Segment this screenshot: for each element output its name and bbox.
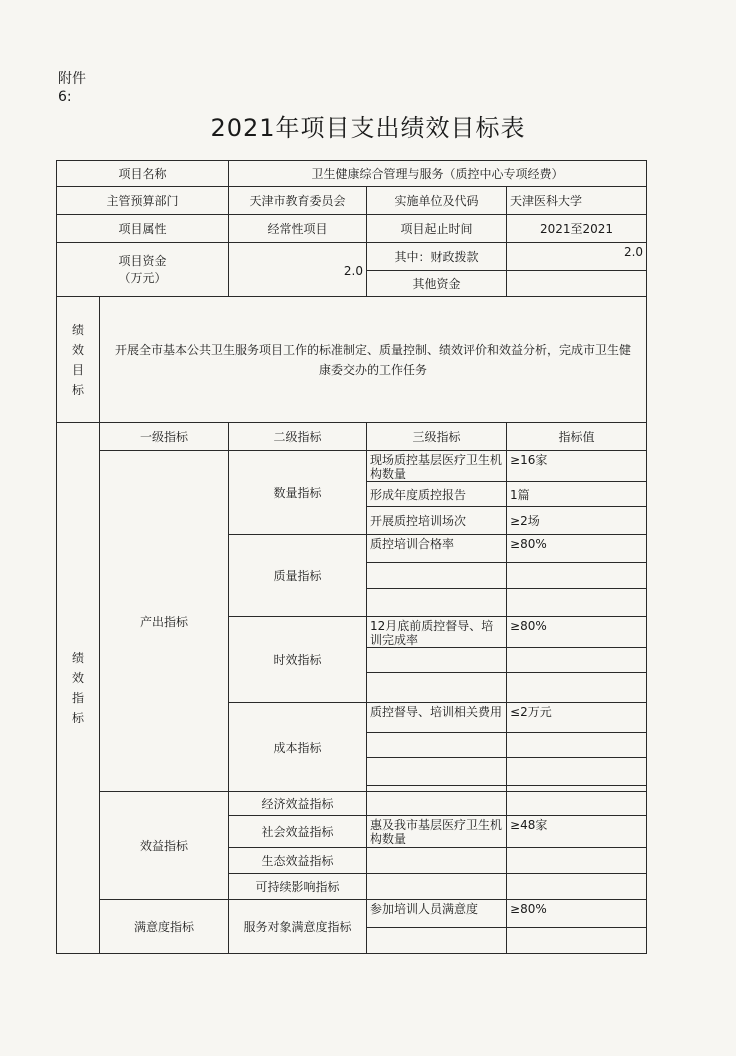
level2-social: 社会效益指标 (229, 816, 367, 848)
empty-cell (507, 792, 647, 816)
indicator-value: 1篇 (507, 482, 647, 507)
empty-cell (507, 673, 647, 703)
empty-cell (367, 758, 507, 786)
value-period: 2021至2021 (507, 215, 647, 243)
indicator-name: 参加培训人员满意度 (367, 900, 507, 928)
empty-cell (507, 589, 647, 617)
empty-cell (367, 928, 507, 954)
empty-cell (367, 733, 507, 758)
level2-economic: 经济效益指标 (229, 792, 367, 816)
empty-cell (367, 589, 507, 617)
value-dept: 天津市教育委员会 (229, 187, 367, 215)
empty-cell (507, 874, 647, 900)
level2-timeliness: 时效指标 (229, 617, 367, 703)
empty-cell (367, 848, 507, 874)
empty-cell (507, 563, 647, 589)
value-attr: 经常性项目 (229, 215, 367, 243)
indicator-name: 惠及我市基层医疗卫生机构数量 (367, 816, 507, 848)
indicator-name: 质控培训合格率 (367, 535, 507, 563)
level2-cost: 成本指标 (229, 703, 367, 792)
value-funds: 2.0 (229, 243, 367, 297)
indicator-value: ≤2万元 (507, 703, 647, 733)
label-indicators: 绩 效 指 标 (57, 423, 100, 954)
label-funds: 项目资金 （万元） (57, 243, 229, 297)
label-other-funds: 其他资金 (367, 271, 507, 297)
indicator-name: 12月底前质控督导、培训完成率 (367, 617, 507, 648)
level1-output: 产出指标 (100, 451, 229, 792)
level2-service: 服务对象满意度指标 (229, 900, 367, 954)
empty-cell (507, 928, 647, 954)
value-fiscal: 2.0 (507, 243, 647, 271)
label-attr: 项目属性 (57, 215, 229, 243)
value-project-name: 卫生健康综合管理与服务（质控中心专项经费） (229, 161, 647, 187)
empty-cell (367, 874, 507, 900)
performance-table (56, 160, 647, 954)
level2-quality: 质量指标 (229, 535, 367, 617)
level2-ecological: 生态效益指标 (229, 848, 367, 874)
label-goal: 绩 效 目 标 (57, 297, 100, 423)
indicator-name: 质控督导、培训相关费用 (367, 703, 507, 733)
level1-benefit: 效益指标 (100, 792, 229, 900)
indicator-name: 开展质控培训场次 (367, 507, 507, 535)
indicator-value: ≥16家 (507, 451, 647, 482)
label-period: 项目起止时间 (367, 215, 507, 243)
header-level2: 二级指标 (229, 423, 367, 451)
value-goal: 开展全市基本公共卫生服务项目工作的标准制定、质量控制、绩效评价和效益分析，完成市卫生健康委交办的工作任务 (100, 297, 647, 423)
indicator-value: ≥80% (507, 900, 647, 928)
label-dept: 主管预算部门 (57, 187, 229, 215)
indicator-value: ≥48家 (507, 816, 647, 848)
value-impl-unit: 天津医科大学 (507, 187, 647, 215)
indicator-name: 现场质控基层医疗卫生机构数量 (367, 451, 507, 482)
value-other-funds (507, 271, 647, 297)
indicator-value: ≥80% (507, 617, 647, 648)
empty-cell (507, 758, 647, 786)
empty-cell (367, 563, 507, 589)
empty-cell (367, 673, 507, 703)
empty-cell (507, 733, 647, 758)
indicator-value: ≥80% (507, 535, 647, 563)
label-project-name: 项目名称 (57, 161, 229, 187)
empty-cell (367, 792, 507, 816)
header-value: 指标值 (507, 423, 647, 451)
level2-sustainable: 可持续影响指标 (229, 874, 367, 900)
empty-cell (507, 648, 647, 673)
document-title: 2021年项目支出绩效目标表 (210, 114, 526, 142)
label-impl-unit: 实施单位及代码 (367, 187, 507, 215)
indicator-value: ≥2场 (507, 507, 647, 535)
header-level3: 三级指标 (367, 423, 507, 451)
level2-quantity: 数量指标 (229, 451, 367, 535)
empty-cell (507, 848, 647, 874)
attachment-label: 附件6: (58, 71, 86, 105)
level1-satisfaction: 满意度指标 (100, 900, 229, 954)
header-level1: 一级指标 (100, 423, 229, 451)
empty-cell (367, 648, 507, 673)
indicator-name: 形成年度质控报告 (367, 482, 507, 507)
label-fiscal: 其中：财政拨款 (367, 243, 507, 271)
